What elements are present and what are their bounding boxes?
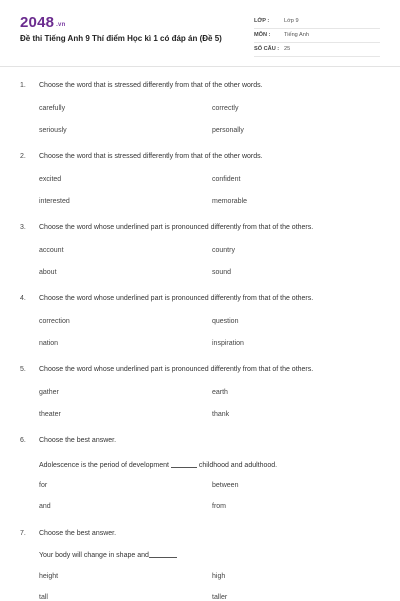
option-b[interactable]: question xyxy=(212,318,239,325)
page-header xyxy=(0,0,400,66)
meta-subject-label: MÔN : xyxy=(254,32,271,38)
option-c[interactable]: tall xyxy=(39,594,48,601)
option-c[interactable]: interested xyxy=(39,198,70,205)
option-a[interactable]: correction xyxy=(39,318,70,325)
meta-class-value: Lớp 9 xyxy=(284,18,299,24)
question-text: Choose the word that is stressed differently from that of the other words. xyxy=(39,82,263,89)
option-a[interactable]: excited xyxy=(39,176,62,183)
option-b[interactable]: country xyxy=(212,247,235,254)
document-title: Đề thi Tiếng Anh 9 Thí điểm Học kì 1 có đáp án (Đề 5) xyxy=(20,34,222,43)
question-text: Choose the word whose underlined part is pronounced differently from that of the others. xyxy=(39,366,314,373)
option-b[interactable]: high xyxy=(212,573,226,580)
option-a[interactable]: for xyxy=(39,482,48,489)
question-text: Choose the word that is stressed differently from that of the other words. xyxy=(39,153,263,160)
meta-subject-value: Tiếng Anh xyxy=(284,32,309,38)
option-b[interactable]: confident xyxy=(212,176,241,183)
question-number: 6. xyxy=(20,437,26,444)
option-c[interactable]: theater xyxy=(39,411,61,418)
option-d[interactable]: taller xyxy=(212,594,228,601)
answer-blank xyxy=(149,550,177,558)
option-b[interactable]: correctly xyxy=(212,105,239,112)
option-b[interactable]: earth xyxy=(212,389,228,396)
option-a[interactable]: account xyxy=(39,247,64,254)
stem-after-blank: childhood and adulthood. xyxy=(198,462,278,469)
option-a[interactable]: carefully xyxy=(39,105,66,112)
logo-suffix: .vn xyxy=(56,22,66,28)
meta-class-label: LỚP : xyxy=(254,18,270,24)
answer-blank xyxy=(171,460,197,468)
question-stem xyxy=(39,460,277,469)
option-c[interactable]: about xyxy=(39,269,57,276)
option-d[interactable]: from xyxy=(212,503,226,510)
question-number: 4. xyxy=(20,295,26,302)
question-number: 2. xyxy=(20,153,26,160)
option-d[interactable]: inspiration xyxy=(212,340,244,347)
question-stem xyxy=(39,550,177,559)
question-text: Choose the word whose underlined part is pronounced differently from that of the others. xyxy=(39,295,314,302)
meta-count-label: SỐ CÂU : xyxy=(254,46,280,52)
option-c[interactable]: nation xyxy=(39,340,59,347)
meta-subject xyxy=(254,28,380,43)
option-a[interactable]: height xyxy=(39,573,59,580)
option-d[interactable]: thank xyxy=(212,411,230,418)
logo-text: 2048 xyxy=(20,14,55,31)
question-number: 7. xyxy=(20,530,26,537)
question-number: 1. xyxy=(20,82,26,89)
stem-before-blank: Your body will change in shape and xyxy=(39,552,149,559)
option-a[interactable]: gather xyxy=(39,389,59,396)
meta-question-count xyxy=(254,42,380,57)
question-text: Choose the word whose underlined part is pronounced differently from that of the others. xyxy=(39,224,314,231)
meta-class xyxy=(254,14,380,29)
option-d[interactable]: memorable xyxy=(212,198,248,205)
header-divider xyxy=(0,66,400,67)
option-c[interactable]: and xyxy=(39,503,51,510)
question-number: 5. xyxy=(20,366,26,373)
stem-before-blank: Adolescence is the period of development xyxy=(39,462,169,469)
question-text: Choose the best answer. xyxy=(39,437,117,444)
option-c[interactable]: seriously xyxy=(39,127,67,134)
site-logo[interactable] xyxy=(20,14,65,31)
question-text: Choose the best answer. xyxy=(39,530,117,537)
meta-count-value: 25 xyxy=(284,46,291,52)
option-b[interactable]: between xyxy=(212,482,239,489)
question-number: 3. xyxy=(20,224,26,231)
option-d[interactable]: personally xyxy=(212,127,244,134)
option-d[interactable]: sound xyxy=(212,269,232,276)
